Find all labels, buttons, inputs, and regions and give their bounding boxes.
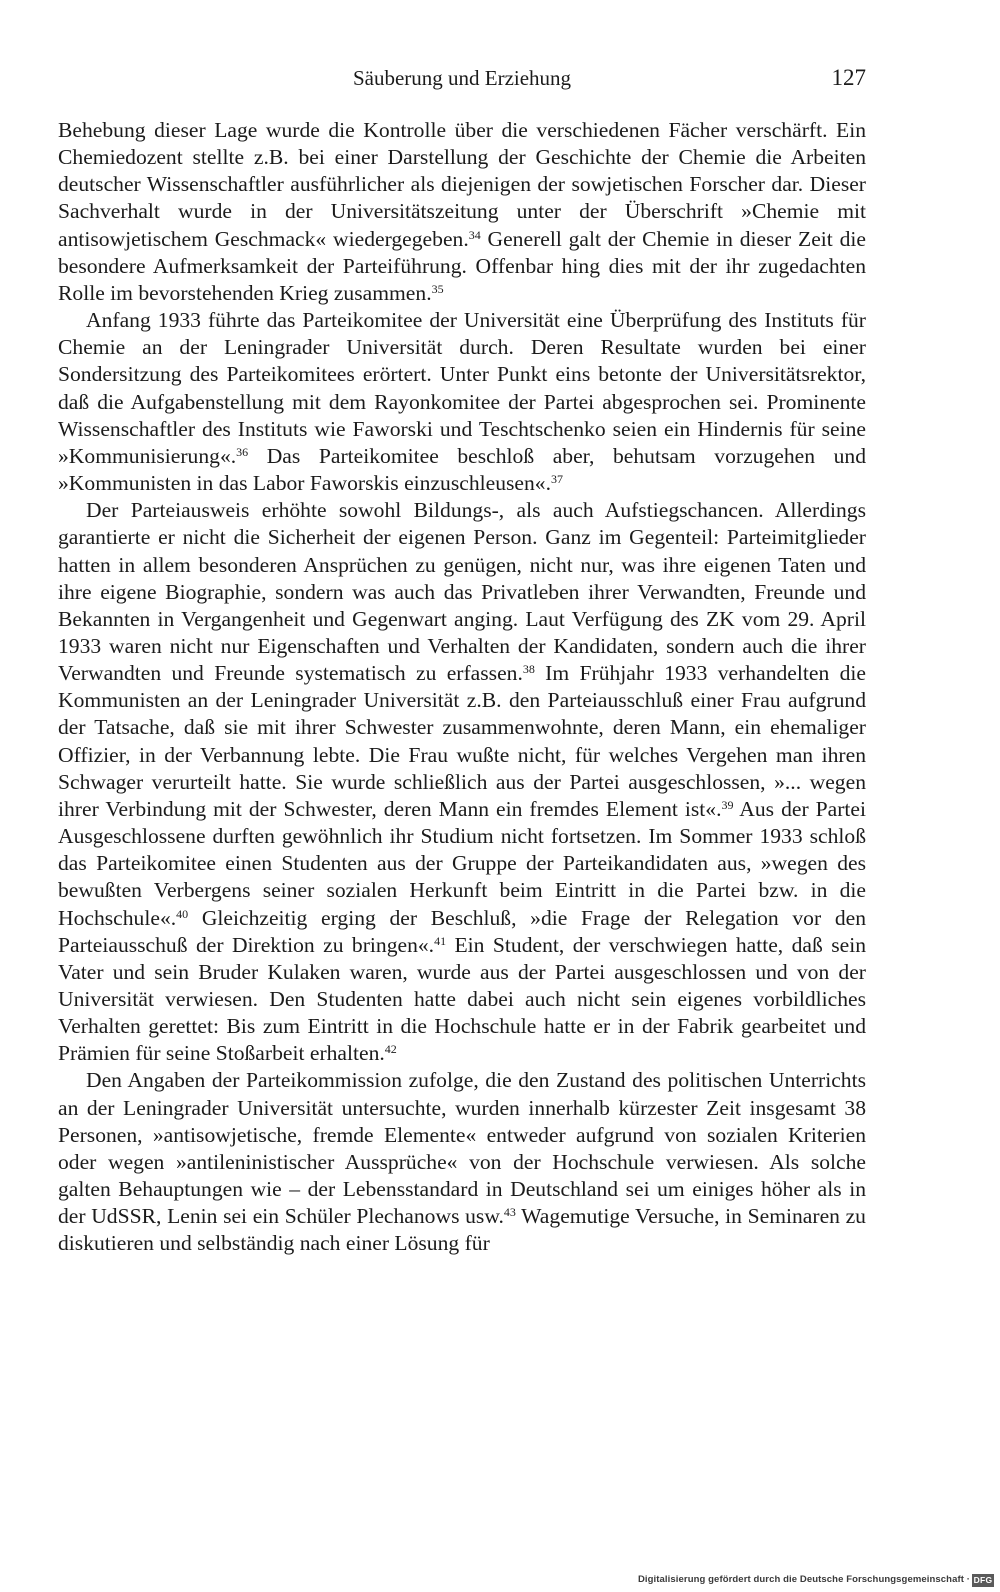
paragraph-3 bbox=[58, 497, 866, 1067]
footnote-ref: 41 bbox=[434, 933, 447, 948]
footnote-ref: 43 bbox=[503, 1205, 516, 1220]
paragraph-4 bbox=[58, 1067, 866, 1257]
paragraph-2 bbox=[58, 307, 866, 497]
footnote-ref: 40 bbox=[176, 906, 189, 921]
text-run: Ein Student, der verschwiegen hatte, daß sein Vater und sein Bruder Kulaken waren, wurde aus der Partei ausgeschlossen und von der Universität verwiesen. Den Studenten hatte dabei auch nicht sein eigenes vorbildliches Verhalten gerettet: Bis zum Eintritt in die Hochschule hatte er in der Fabrik gearbeitet und Prämien für seine Stoßarbeit erhalten. bbox=[58, 932, 866, 1066]
text-run: Das Parteikomitee beschloß aber, behutsam vorzugehen und »Kommunisten in das Labor Faworskis einzuschleusen«. bbox=[58, 443, 866, 496]
running-title: Säuberung und Erziehung bbox=[352, 66, 572, 90]
footnote-ref: 38 bbox=[522, 661, 535, 676]
page-number: 127 bbox=[831, 65, 866, 90]
text-run: Behebung dieser Lage wurde die Kontrolle über die verschiedenen Fächer verschärft. Ein Chemiedozent stellte z.B. bei einer Darstellung der Geschichte der Chemie die Arbeiten deutscher Wissenschaftler ausführlicher als diejenigen der sowjetischen Forscher dar. Dieser Sachverhalt wurde in der Universitätszeitung unter der Überschrift »Chemie mit antisowjetischem Geschmack« wiedergegeben. bbox=[58, 118, 866, 251]
footnote-ref: 34 bbox=[468, 227, 481, 242]
text-run: Wagemutige Versuche, in Seminaren zu diskutieren und selbständig nach einer Lösung für bbox=[58, 1204, 866, 1256]
text-run: Gleichzeitig erging der Beschluß, »die Frage der Relegation vor den Parteiausschuß der Direktion zu bringen«. bbox=[58, 905, 866, 957]
running-head bbox=[58, 62, 866, 94]
text-run: Der Parteiausweis erhöhte sowohl Bildungs-, als auch Aufstiegschancen. Allerdings garantierte er nicht die Sicherheit der eigenen Person. Ganz im Gegenteil: Parteimitglieder hatten in allem besonderen Ansprüchen zu genügen, nicht nur, was ihre eigenen Taten und ihre eigene Biographie, sondern was auch das Privatleben ihrer Verwandten, Freunde und Bekannten in Vergangenheit und Gegenwart anging. Laut Verfügung des ZK vom 29. April 1933 waren nicht nur Eigenschaften und Verhalten der Kandidaten, sondern auch die ihrer Verwandten und Freunde systematisch zu erfassen. bbox=[58, 498, 866, 686]
text-run: Generell galt der Chemie in dieser Zeit die besondere Aufmerksamkeit der Parteiführung. Offenbar hing dies mit der ihr zugedachten Rolle im bevorstehenden Krieg zusammen. bbox=[58, 226, 866, 305]
text-run: Den Angaben der Parteikommission zufolge, die den Zustand des politischen Unterrichts an der Leningrader Universität untersuchte, wurden innerhalb kürzester Zeit insgesamt 38 Personen, »antisowjetische, fremde Elemente« entweder aufgrund von sozialen Kriterien oder wegen »antileninistischer Aussprüche« von der Hochschule verwiesen. Als solche galten Behauptungen wie – der Lebensstandard in Deutschland sei um einiges höher als in der UdSSR, Lenin sei ein Schüler Plechanows usw. bbox=[58, 1068, 866, 1229]
footnote-ref: 39 bbox=[721, 797, 734, 812]
footnote-ref: 35 bbox=[431, 281, 444, 296]
footnote-ref: 42 bbox=[384, 1042, 397, 1057]
paragraph-1 bbox=[58, 117, 866, 307]
text-run: Im Frühjahr 1933 verhandelten die Kommunisten an der Leningrader Universität z.B. den Parteiausschluß einer Frau aufgrund der Tatsache, daß sie mit ihrer Schwester zusammenwohnte, deren Mann, ein ehemaliger Offizier, in der Verbannung lebte. Die Frau wußte nicht, für welches Vergehen man ihren Schwager verurteilt hatte. Sie wurde schließlich aus der Partei ausgeschlossen, »... wegen ihrer Verbindung mit der Schwester, deren Mann ein fremdes Element ist«. bbox=[58, 661, 866, 821]
dfg-logo-icon: DFG bbox=[973, 1575, 993, 1585]
body-text bbox=[58, 117, 866, 1258]
footnote-ref: 36 bbox=[236, 444, 249, 459]
text-run: Anfang 1933 führte das Parteikomitee der Universität eine Überprüfung des Instituts für Chemie an der Leningrader Universität durch. Deren Resultate wurden bei einer Sondersitzung des Parteikomitees erörtert. Unter Punkt eins betonte der Universitätsrektor, daß die Aufgabenstellung mit dem Rayonkomitee der Partei abgesprochen sei. Prominente Wissenschaftler des Instituts wie Faworski und Teschtschenko seien ein Hindernis für seine »Kommunisierung«. bbox=[58, 308, 866, 468]
footnote-ref: 37 bbox=[550, 471, 563, 486]
digitization-note: Digitalisierung gefördert durch die Deutsche Forschungsgemeinschaft · bbox=[637, 1574, 970, 1585]
text-run: Aus der Partei Ausgeschlossene durften gewöhnlich ihr Studium nicht fortsetzen. Im Sommer 1933 schloß das Parteikomitee einen Studenten aus der Gruppe der Parteikandidaten aus, »wegen des bewußten Verbergens seiner sozialen Herkunft beim Eintritt in die Partei bzw. in die Hochschule«. bbox=[58, 796, 866, 930]
